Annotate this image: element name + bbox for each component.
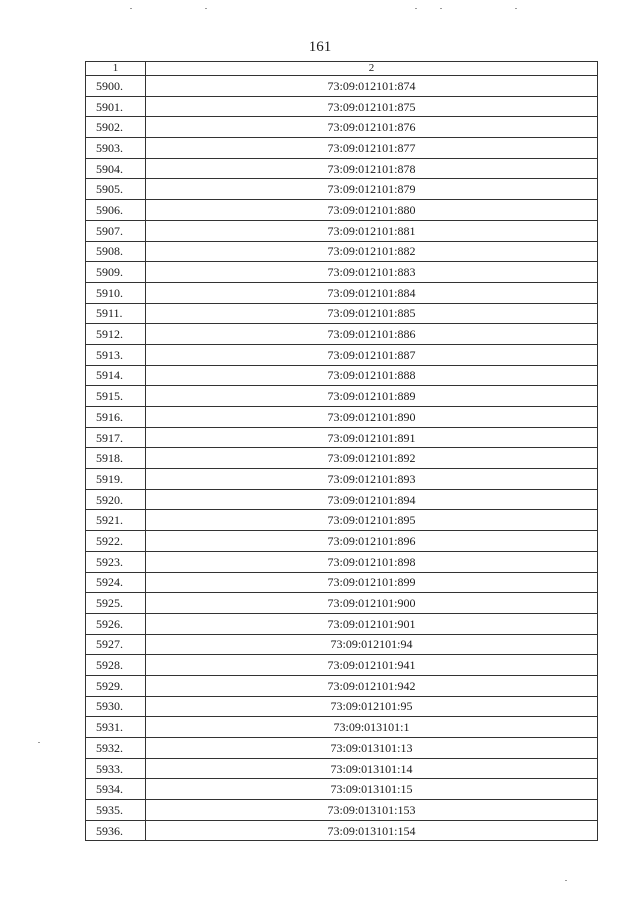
table-row — [86, 241, 598, 262]
table-row — [86, 76, 598, 97]
table-row — [86, 510, 598, 531]
table-row — [86, 324, 598, 345]
table-row — [86, 717, 598, 738]
table-header-row — [86, 62, 598, 76]
cadastral-number: 73:09:012101:888 — [146, 365, 598, 386]
row-number: 5918. — [86, 448, 146, 469]
table-row — [86, 220, 598, 241]
table-row — [86, 634, 598, 655]
row-number: 5914. — [86, 365, 146, 386]
row-number: 5935. — [86, 800, 146, 821]
scan-speck — [205, 8, 207, 9]
row-number: 5917. — [86, 427, 146, 448]
table-row — [86, 738, 598, 759]
table-row — [86, 696, 598, 717]
cadastral-number: 73:09:012101:878 — [146, 158, 598, 179]
cadastral-number: 73:09:012101:892 — [146, 448, 598, 469]
cadastral-number: 73:09:013101:154 — [146, 820, 598, 841]
cadastral-number: 73:09:013101:13 — [146, 738, 598, 759]
row-number: 5909. — [86, 262, 146, 283]
row-number: 5901. — [86, 96, 146, 117]
row-number: 5911. — [86, 303, 146, 324]
cadastral-number: 73:09:012101:885 — [146, 303, 598, 324]
table-row — [86, 96, 598, 117]
row-number: 5930. — [86, 696, 146, 717]
table-row — [86, 758, 598, 779]
cadastral-number: 73:09:012101:95 — [146, 696, 598, 717]
row-number: 5923. — [86, 551, 146, 572]
cadastral-table — [85, 61, 598, 841]
table-row — [86, 820, 598, 841]
table-row — [86, 303, 598, 324]
row-number: 5907. — [86, 220, 146, 241]
row-number: 5929. — [86, 675, 146, 696]
cadastral-number: 73:09:012101:901 — [146, 613, 598, 634]
row-number: 5910. — [86, 282, 146, 303]
row-number: 5932. — [86, 738, 146, 759]
table-row — [86, 365, 598, 386]
row-number: 5906. — [86, 200, 146, 221]
table-row — [86, 469, 598, 490]
cadastral-number: 73:09:013101:153 — [146, 800, 598, 821]
row-number: 5931. — [86, 717, 146, 738]
row-number: 5902. — [86, 117, 146, 138]
table-row — [86, 117, 598, 138]
row-number: 5913. — [86, 344, 146, 365]
cadastral-number: 73:09:012101:895 — [146, 510, 598, 531]
cadastral-number: 73:09:012101:875 — [146, 96, 598, 117]
cadastral-number: 73:09:013101:1 — [146, 717, 598, 738]
row-number: 5900. — [86, 76, 146, 97]
cadastral-number: 73:09:012101:879 — [146, 179, 598, 200]
scan-speck — [130, 8, 132, 9]
table-row — [86, 200, 598, 221]
row-number: 5936. — [86, 820, 146, 841]
row-number: 5920. — [86, 489, 146, 510]
cadastral-number: 73:09:012101:877 — [146, 138, 598, 159]
row-number: 5916. — [86, 407, 146, 428]
cadastral-number: 73:09:012101:941 — [146, 655, 598, 676]
row-number: 5926. — [86, 613, 146, 634]
row-number: 5933. — [86, 758, 146, 779]
cadastral-number: 73:09:012101:890 — [146, 407, 598, 428]
cadastral-number: 73:09:012101:887 — [146, 344, 598, 365]
cadastral-number: 73:09:012101:891 — [146, 427, 598, 448]
cadastral-number: 73:09:012101:886 — [146, 324, 598, 345]
table-row — [86, 551, 598, 572]
cadastral-number: 73:09:012101:894 — [146, 489, 598, 510]
cadastral-number: 73:09:012101:874 — [146, 76, 598, 97]
row-number: 5921. — [86, 510, 146, 531]
table-row — [86, 572, 598, 593]
row-number: 5915. — [86, 386, 146, 407]
table-row — [86, 158, 598, 179]
cadastral-number: 73:09:012101:900 — [146, 593, 598, 614]
page-number: 161 — [308, 39, 332, 55]
cadastral-number: 73:09:013101:14 — [146, 758, 598, 779]
row-number: 5904. — [86, 158, 146, 179]
cadastral-number: 73:09:012101:942 — [146, 675, 598, 696]
scan-speck — [565, 880, 567, 881]
row-number: 5928. — [86, 655, 146, 676]
cadastral-number: 73:09:012101:876 — [146, 117, 598, 138]
cadastral-number: 73:09:012101:889 — [146, 386, 598, 407]
row-number: 5922. — [86, 531, 146, 552]
table-row — [86, 531, 598, 552]
row-number: 5934. — [86, 779, 146, 800]
cadastral-number: 73:09:012101:883 — [146, 262, 598, 283]
scan-speck — [515, 8, 517, 9]
row-number: 5905. — [86, 179, 146, 200]
table-row — [86, 138, 598, 159]
table-row — [86, 179, 598, 200]
cadastral-number: 73:09:012101:881 — [146, 220, 598, 241]
cadastral-number: 73:09:012101:896 — [146, 531, 598, 552]
cadastral-number: 73:09:012101:898 — [146, 551, 598, 572]
table-row — [86, 386, 598, 407]
row-number: 5924. — [86, 572, 146, 593]
cadastral-number: 73:09:012101:882 — [146, 241, 598, 262]
column-header-cadastral: 2 — [146, 62, 598, 76]
table-row — [86, 779, 598, 800]
row-number: 5908. — [86, 241, 146, 262]
table-row — [86, 448, 598, 469]
table-row — [86, 613, 598, 634]
cadastral-number: 73:09:013101:15 — [146, 779, 598, 800]
cadastral-number: 73:09:012101:880 — [146, 200, 598, 221]
scan-speck — [415, 8, 417, 9]
cadastral-number: 73:09:012101:94 — [146, 634, 598, 655]
table-row — [86, 800, 598, 821]
table-row — [86, 655, 598, 676]
table-row — [86, 675, 598, 696]
row-number: 5925. — [86, 593, 146, 614]
row-number: 5919. — [86, 469, 146, 490]
cadastral-number: 73:09:012101:899 — [146, 572, 598, 593]
table-row — [86, 489, 598, 510]
table-body — [86, 76, 598, 841]
cadastral-number: 73:09:012101:893 — [146, 469, 598, 490]
scan-speck — [38, 742, 40, 743]
table-row — [86, 407, 598, 428]
row-number: 5927. — [86, 634, 146, 655]
row-number: 5912. — [86, 324, 146, 345]
column-header-number: 1 — [86, 62, 146, 76]
table-row — [86, 427, 598, 448]
table-row — [86, 262, 598, 283]
scan-speck — [440, 8, 442, 9]
row-number: 5903. — [86, 138, 146, 159]
table-row — [86, 282, 598, 303]
cadastral-number: 73:09:012101:884 — [146, 282, 598, 303]
table-row — [86, 593, 598, 614]
table-row — [86, 344, 598, 365]
